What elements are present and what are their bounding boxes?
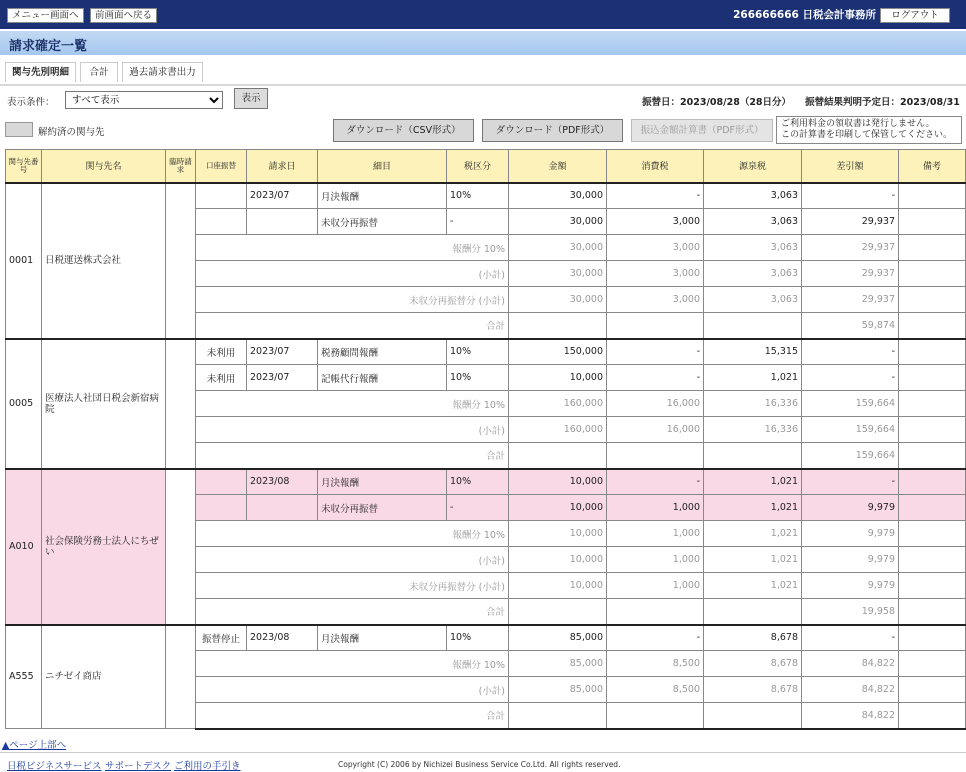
footer-link-guide[interactable]: ご利用の手引き <box>174 761 241 772</box>
remarks-cell <box>899 365 966 391</box>
temp-billing-cell <box>166 183 196 339</box>
summary-label: (小計) <box>196 547 509 573</box>
footer-divider <box>0 752 966 753</box>
note-line-1: ご利用料金の領収書は発行しません。 <box>781 119 935 129</box>
summary-net: 29,937 <box>802 287 899 313</box>
summary-label: 報酬分 10% <box>196 235 509 261</box>
summary-consumption-tax <box>607 703 704 729</box>
account-status: 振替停止 <box>196 625 247 651</box>
summary-amount <box>509 443 607 469</box>
remarks-cell <box>899 469 966 495</box>
summary-consumption-tax <box>607 313 704 339</box>
temp-billing-cell <box>166 625 196 729</box>
summary-label: 合計 <box>196 443 509 469</box>
summary-label: 未収分再振替分 (小計) <box>196 573 509 599</box>
net-amount: 29,937 <box>802 209 899 235</box>
consumption-tax: 1,000 <box>607 495 704 521</box>
summary-amount <box>509 703 607 729</box>
account-status <box>196 209 247 235</box>
summary-withholding-tax: 1,021 <box>704 521 802 547</box>
bill-date: 2023/07 <box>247 339 318 365</box>
summary-amount: 10,000 <box>509 547 607 573</box>
withholding-tax: 1,021 <box>704 495 802 521</box>
summary-remarks-cell <box>899 651 966 677</box>
summary-net: 159,664 <box>802 443 899 469</box>
summary-net: 84,822 <box>802 651 899 677</box>
remarks-cell <box>899 625 966 651</box>
account-status: 未利用 <box>196 339 247 365</box>
withholding-tax: 3,063 <box>704 183 802 209</box>
copyright: Copyright (C) 2006 by Nichizei Business Service Co.Ltd. All rights reserved. <box>338 760 621 769</box>
summary-amount <box>509 599 607 625</box>
summary-consumption-tax: 1,000 <box>607 547 704 573</box>
consumption-tax: - <box>607 365 704 391</box>
summary-label: 合計 <box>196 703 509 729</box>
header-item: 細目 <box>318 150 447 183</box>
transfer-statement-button[interactable]: 振込金額計算書（PDF形式） <box>631 119 773 142</box>
item-name: 月決報酬 <box>318 469 447 495</box>
header-amount: 金額 <box>509 150 607 183</box>
summary-label: 合計 <box>196 599 509 625</box>
withholding-tax: 8,678 <box>704 625 802 651</box>
summary-remarks-cell <box>899 235 966 261</box>
net-amount: - <box>802 183 899 209</box>
summary-label: (小計) <box>196 417 509 443</box>
tax-class: 10% <box>447 183 509 209</box>
summary-label: 報酬分 10% <box>196 651 509 677</box>
summary-withholding-tax: 8,678 <box>704 651 802 677</box>
tab-bar <box>0 60 966 86</box>
title-bar <box>0 31 966 55</box>
summary-withholding-tax <box>704 599 802 625</box>
withholding-tax: 1,021 <box>704 365 802 391</box>
summary-net: 29,937 <box>802 235 899 261</box>
header-consumption-tax: 消費税 <box>607 150 704 183</box>
logout-button[interactable]: ログアウト <box>880 8 950 23</box>
table-row <box>6 625 966 651</box>
summary-withholding-tax <box>704 313 802 339</box>
bill-date <box>247 495 318 521</box>
summary-amount: 10,000 <box>509 573 607 599</box>
page-title: 請求確定一覧 <box>9 39 88 54</box>
summary-consumption-tax <box>607 599 704 625</box>
summary-net: 84,822 <box>802 703 899 729</box>
summary-remarks-cell <box>899 677 966 703</box>
summary-consumption-tax: 8,500 <box>607 677 704 703</box>
summary-withholding-tax: 16,336 <box>704 391 802 417</box>
tab-client-detail[interactable]: 関与先別明細 <box>5 62 76 82</box>
account-status: 未利用 <box>196 365 247 391</box>
bill-date <box>247 209 318 235</box>
summary-net: 9,979 <box>802 521 899 547</box>
header-net: 差引額 <box>802 150 899 183</box>
summary-net: 29,937 <box>802 261 899 287</box>
summary-amount: 85,000 <box>509 677 607 703</box>
remarks-cell <box>899 183 966 209</box>
temp-billing-cell <box>166 339 196 469</box>
filter-select[interactable] <box>65 91 223 109</box>
consumption-tax: 3,000 <box>607 209 704 235</box>
net-amount: - <box>802 625 899 651</box>
tax-class: 10% <box>447 365 509 391</box>
amount: 30,000 <box>509 183 607 209</box>
client-name: 医療法人社団日税会新宿病院 <box>42 339 166 469</box>
withholding-tax: 1,021 <box>704 469 802 495</box>
account-status <box>196 495 247 521</box>
net-amount: - <box>802 365 899 391</box>
summary-remarks-cell <box>899 443 966 469</box>
menu-button[interactable]: メニュー画面へ <box>7 8 84 23</box>
summary-amount: 160,000 <box>509 391 607 417</box>
summary-withholding-tax: 3,063 <box>704 261 802 287</box>
terminated-legend-swatch <box>5 122 33 137</box>
summary-remarks-cell <box>899 703 966 729</box>
item-name: 未収分再振替 <box>318 495 447 521</box>
bill-date: 2023/07 <box>247 183 318 209</box>
item-name: 税務顧問報酬 <box>318 339 447 365</box>
summary-withholding-tax <box>704 443 802 469</box>
summary-remarks-cell <box>899 391 966 417</box>
download-pdf-button[interactable]: ダウンロード（PDF形式） <box>482 119 623 142</box>
withholding-tax: 3,063 <box>704 209 802 235</box>
receipt-note <box>776 116 962 144</box>
summary-remarks-cell <box>899 573 966 599</box>
summary-amount: 30,000 <box>509 261 607 287</box>
client-name: 日税運送株式会社 <box>42 183 166 339</box>
item-name: 月決報酬 <box>318 183 447 209</box>
header-withholding: 源泉税 <box>704 150 802 183</box>
header-code: 関与先番号 <box>6 150 42 183</box>
withholding-tax: 15,315 <box>704 339 802 365</box>
summary-withholding-tax: 3,063 <box>704 235 802 261</box>
item-name: 未収分再振替 <box>318 209 447 235</box>
amount: 150,000 <box>509 339 607 365</box>
office-name: 266666666 日税会計事務所 <box>733 9 876 21</box>
summary-consumption-tax: 8,500 <box>607 651 704 677</box>
remarks-cell <box>899 339 966 365</box>
item-name: 記帳代行報酬 <box>318 365 447 391</box>
amount: 10,000 <box>509 365 607 391</box>
header-account: 口座振替 <box>196 150 247 183</box>
summary-consumption-tax: 1,000 <box>607 573 704 599</box>
header-temp: 臨時請求 <box>166 150 196 183</box>
amount: 30,000 <box>509 209 607 235</box>
client-name: 社会保険労務士法人にちぜい <box>42 469 166 625</box>
summary-consumption-tax: 16,000 <box>607 417 704 443</box>
summary-label: 合計 <box>196 313 509 339</box>
client-name: ニチゼイ商店 <box>42 625 166 729</box>
net-amount: 9,979 <box>802 495 899 521</box>
summary-amount <box>509 313 607 339</box>
summary-net: 84,822 <box>802 677 899 703</box>
summary-label: (小計) <box>196 261 509 287</box>
summary-label: 報酬分 10% <box>196 521 509 547</box>
show-button[interactable]: 表示 <box>234 88 268 109</box>
summary-remarks-cell <box>899 261 966 287</box>
summary-consumption-tax: 1,000 <box>607 521 704 547</box>
billing-table <box>5 149 966 730</box>
tax-class: - <box>447 495 509 521</box>
page-top-link[interactable]: ▲ページ上部へ <box>2 740 67 751</box>
table-row <box>6 469 966 495</box>
bill-date: 2023/08 <box>247 625 318 651</box>
consumption-tax: - <box>607 339 704 365</box>
summary-label: 未収分再振替分 (小計) <box>196 287 509 313</box>
header-name: 関与先名 <box>42 150 166 183</box>
client-code: 0001 <box>6 183 42 339</box>
tab-total[interactable]: 合計 <box>80 62 118 82</box>
summary-amount: 30,000 <box>509 287 607 313</box>
summary-amount: 10,000 <box>509 521 607 547</box>
summary-withholding-tax: 1,021 <box>704 547 802 573</box>
amount: 85,000 <box>509 625 607 651</box>
summary-remarks-cell <box>899 287 966 313</box>
net-amount: - <box>802 469 899 495</box>
tax-class: 10% <box>447 625 509 651</box>
table-row <box>6 339 966 365</box>
amount: 10,000 <box>509 469 607 495</box>
summary-remarks-cell <box>899 521 966 547</box>
summary-consumption-tax: 3,000 <box>607 261 704 287</box>
header-remarks: 備考 <box>899 150 966 183</box>
consumption-tax: - <box>607 183 704 209</box>
summary-net: 19,958 <box>802 599 899 625</box>
summary-net: 9,979 <box>802 573 899 599</box>
amount: 10,000 <box>509 495 607 521</box>
top-bar <box>0 0 966 29</box>
item-name: 月決報酬 <box>318 625 447 651</box>
summary-net: 159,664 <box>802 391 899 417</box>
summary-withholding-tax: 16,336 <box>704 417 802 443</box>
account-status <box>196 469 247 495</box>
summary-remarks-cell <box>899 599 966 625</box>
summary-consumption-tax: 3,000 <box>607 235 704 261</box>
summary-amount: 160,000 <box>509 417 607 443</box>
tax-class: 10% <box>447 469 509 495</box>
summary-withholding-tax: 1,021 <box>704 573 802 599</box>
net-amount: - <box>802 339 899 365</box>
download-csv-button[interactable]: ダウンロード（CSV形式） <box>333 119 474 142</box>
terminated-legend-label: 解約済の関与先 <box>38 127 105 138</box>
tax-class: - <box>447 209 509 235</box>
transfer-date: 振替日：2023/08/28（28日分） <box>642 97 792 108</box>
remarks-cell <box>899 209 966 235</box>
tab-past-invoice[interactable]: 過去請求書出力 <box>122 62 203 82</box>
summary-label: 報酬分 10% <box>196 391 509 417</box>
summary-withholding-tax: 8,678 <box>704 677 802 703</box>
result-date: 振替結果判明予定日：2023/08/31 <box>805 97 960 108</box>
header-tax-class: 税区分 <box>447 150 509 183</box>
back-button[interactable]: 前画面へ戻る <box>90 8 157 23</box>
bill-date: 2023/08 <box>247 469 318 495</box>
summary-amount: 30,000 <box>509 235 607 261</box>
bill-date: 2023/07 <box>247 365 318 391</box>
footer-link-support[interactable]: サポートデスク <box>105 761 172 772</box>
account-status <box>196 183 247 209</box>
table-header-row <box>6 150 966 183</box>
table-row <box>6 183 966 209</box>
summary-withholding-tax <box>704 703 802 729</box>
client-code: A555 <box>6 625 42 729</box>
client-code: A010 <box>6 469 42 625</box>
note-line-2: この計算書を印刷して保管してください。 <box>781 130 953 140</box>
summary-label: (小計) <box>196 677 509 703</box>
tax-class: 10% <box>447 339 509 365</box>
remarks-cell <box>899 495 966 521</box>
summary-consumption-tax <box>607 443 704 469</box>
consumption-tax: - <box>607 469 704 495</box>
summary-withholding-tax: 3,063 <box>704 287 802 313</box>
summary-remarks-cell <box>899 547 966 573</box>
summary-amount: 85,000 <box>509 651 607 677</box>
summary-consumption-tax: 16,000 <box>607 391 704 417</box>
client-code: 0005 <box>6 339 42 469</box>
filter-label: 表示条件： <box>7 97 55 108</box>
summary-remarks-cell <box>899 313 966 339</box>
consumption-tax: - <box>607 625 704 651</box>
temp-billing-cell <box>166 469 196 625</box>
summary-net: 9,979 <box>802 547 899 573</box>
summary-net: 59,874 <box>802 313 899 339</box>
summary-remarks-cell <box>899 417 966 443</box>
header-bill-date: 請求日 <box>247 150 318 183</box>
summary-net: 159,664 <box>802 417 899 443</box>
footer-link-company[interactable]: 日税ビジネスサービス <box>7 761 102 772</box>
summary-consumption-tax: 3,000 <box>607 287 704 313</box>
